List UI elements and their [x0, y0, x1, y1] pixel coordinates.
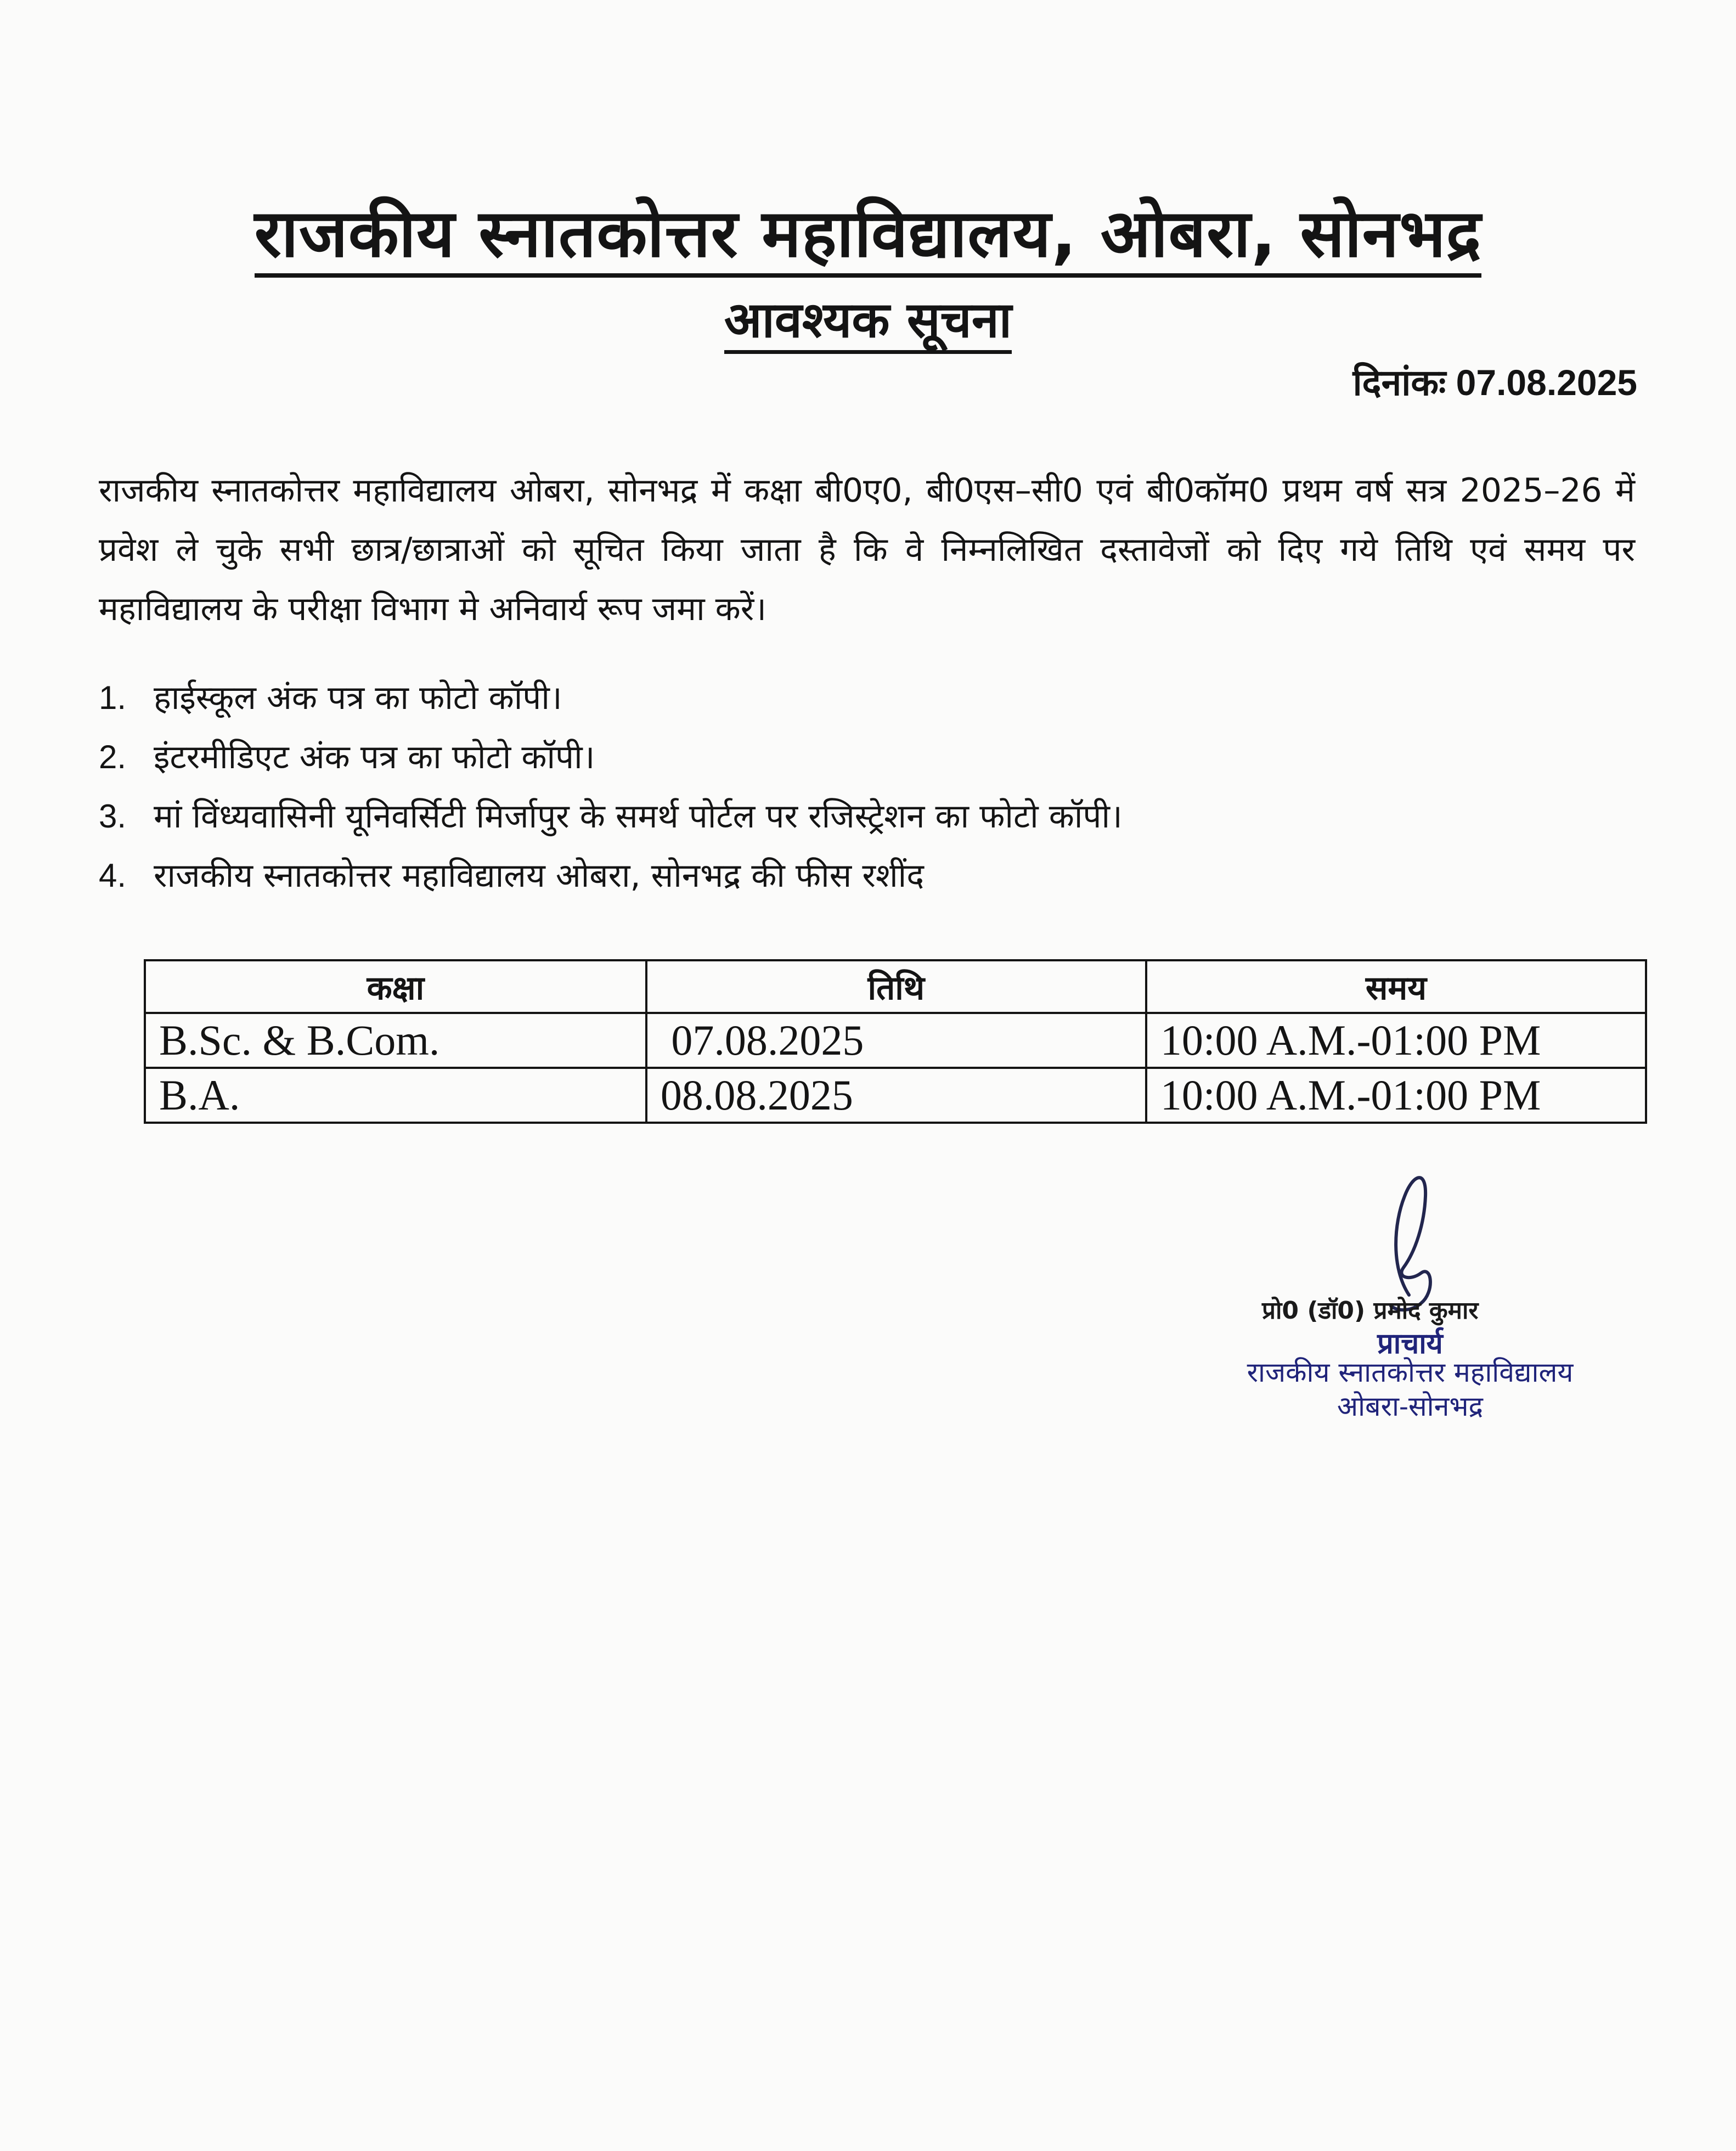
list-item-text: राजकीय स्नातकोत्तर महाविद्यालय ओबरा, सोनभद्र की फीस रशींद — [154, 857, 925, 895]
header-class: कक्षा — [145, 960, 646, 1013]
list-item-number: 3. — [99, 798, 127, 835]
stamp-designation: प्राचार्य — [1377, 1327, 1443, 1360]
list-item-number: 4. — [99, 857, 127, 894]
list-item-text: हाईस्कूल अंक पत्र का फोटो कॉपी। — [154, 679, 562, 717]
notice-paragraph: राजकीय स्नातकोत्तर महाविद्यालय ओबरा, सोनभद्र में कक्षा बी0ए0, बी0एस–सी0 एवं बी0कॉम0 प्रथम वर्ष सत्र 2025–26 में प्रवेश ले चुके सभी छात्र/छात्राओं को सूचित किया जाता है कि वे निम्नलिखित दस्तावेजों को दिए गये तिथि एवं समय पर महाविद्यालय के परीक्षा विभाग मे अनिवार्य रूप जमा करें। — [99, 471, 1635, 628]
list-item — [99, 728, 1635, 787]
cell-class: B.A. — [145, 1068, 646, 1123]
cell-date: 07.08.2025 — [646, 1013, 1146, 1068]
cell-time: 10:00 A.M.-01:00 PM — [1146, 1068, 1646, 1123]
list-item-text: मां विंध्यवासिनी यूनिवर्सिटी मिर्जापुर के समर्थ पोर्टल पर रजिस्ट्रेशन का फोटो कॉपी। — [154, 797, 1123, 836]
notice-heading — [0, 291, 1736, 350]
header-time: समय — [1146, 960, 1646, 1013]
college-title-text: राजकीय स्नातकोत्तर महाविद्यालय, ओबरा, सोनभद्र — [255, 196, 1482, 278]
stamp-college: राजकीय स्नातकोत्तर महाविद्यालय — [1247, 1356, 1574, 1389]
list-item — [99, 668, 1635, 728]
principal-name: प्रो0 (डॉ0) प्रमोद कुमार — [1262, 1297, 1479, 1325]
cell-date: 08.08.2025 — [646, 1068, 1146, 1123]
list-item-number: 1. — [99, 679, 127, 716]
schedule-table — [144, 959, 1647, 1124]
college-title — [0, 193, 1736, 275]
notice-heading-text: आवश्यक सूचना — [724, 291, 1012, 354]
list-item — [99, 787, 1635, 846]
notice-date: दिनांकः 07.08.2025 — [1352, 362, 1637, 403]
table-row — [145, 1068, 1646, 1123]
cell-time: 10:00 A.M.-01:00 PM — [1146, 1013, 1646, 1068]
principal-stamp — [1218, 1328, 1602, 1424]
stamp-place: ओबरा-सोनभद्र — [1337, 1390, 1484, 1423]
table-header-row — [145, 960, 1646, 1013]
header-date: तिथि — [646, 960, 1146, 1013]
list-item-number: 2. — [99, 739, 127, 775]
list-item — [99, 846, 1635, 905]
list-item-text: इंटरमीडिएट अंक पत्र का फोटो कॉपी। — [154, 738, 595, 776]
cell-class: B.Sc. & B.Com. — [145, 1013, 646, 1068]
table-row — [145, 1013, 1646, 1068]
document-list — [99, 668, 1635, 905]
